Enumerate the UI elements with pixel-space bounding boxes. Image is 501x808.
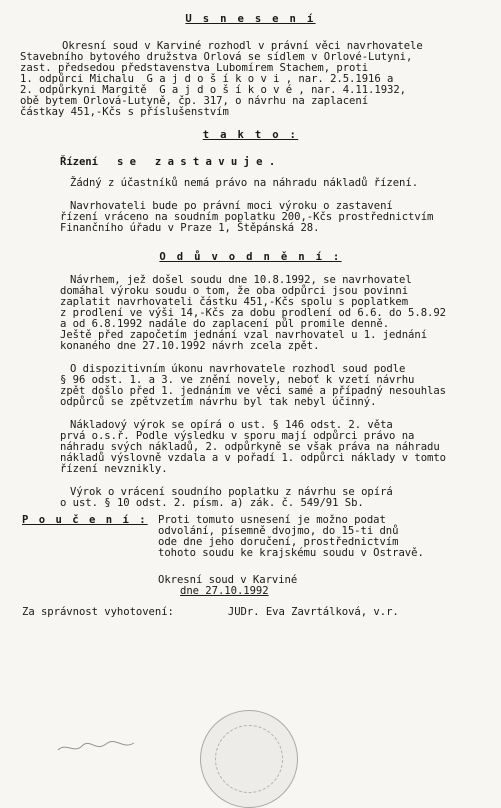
reasoning-line: zaplatit navrhovateli částku 451,-Kčs spolu s poplatkem [60,296,409,308]
intro-line: 1. odpůrci Michalu G a j d o š í k o v i , nar. 2.5.1916 a [20,73,394,85]
reasoning-line: řízení nevznikly. [60,463,168,475]
reasoning-line: zpět došlo před 1. jednáním ve věci samé a případný nesouhlas [60,385,447,397]
court-stamp [200,710,298,808]
court-signature-block [8,575,493,597]
intro-paragraph [8,41,493,118]
intro-line: obě bytem Orlová-Lutyně, čp. 317, o návrhu na zaplacení [20,95,369,107]
reasoning-paragraph-2 [8,364,493,408]
instruction-line: ode dne jeho doručení, prostřednictvím [158,536,399,548]
reasoning-paragraph-3 [8,420,493,475]
instruction-text [158,515,424,559]
signatory-name: JUDr. Eva Zavrtálková, v.r. [227,606,399,618]
reasoning-line: konaného dne 27.10.1992 návrh zcela zpět. [60,340,320,352]
ruling-line: řízení vráceno na soudním poplatku 200,-Kčs prostřednictvím [60,211,434,223]
reasoning-line: o ust. § 10 odst. 2. písm. a) zák. č. 549/91 Sb. [60,497,364,509]
reasoning-line: náhradu svých nákladů, 2. odpůrkyně se však práva na náhradu [60,441,440,453]
takto-heading: t a k t o : [202,129,299,141]
intro-line: částkay 451,-Kčs s příslušenstvím [20,106,229,118]
ruling-line: Žádný z účastníků nemá právo na náhradu nákladů řízení. [70,177,419,189]
document-title: U s n e s e n í [185,13,316,25]
instruction-line: Proti tomuto usnesení je možno podat [158,514,386,526]
certification-label: Za správnost vyhotovení: [22,606,174,618]
intro-line: Okresní soud v Karviné rozhodl v právní věci navrhovatele [62,40,423,52]
reasoning-line: domáhal výroku soudu o tom, že oba odpůrci jsou povinni [60,285,409,297]
reasoning-line: prvá o.s.ř. Podle výsledku v sporu mají odpůrci právo na [60,430,415,442]
ruling-line: Finančního úřadu v Praze 1, Štěpánská 28. [60,222,320,234]
instruction-block [8,515,493,559]
reasoning-line: z prodlení ve výši 14,-Kčs za dobu prodlení od 6.6. do 5.8.92 [60,307,447,319]
instruction-label: P o u č e n í : [22,514,148,526]
reasoning-line: nákladů výslovně vzdala a v pořadí 1. odpůrci náklady v tomto [60,452,447,464]
court-name: Okresní soud v Karviné [158,574,298,586]
certification-row [8,607,493,618]
reasoning-line: O dispozitivním úkonu navrhovatele rozhodl soud podle [70,363,406,375]
reasoning-line: § 96 odst. 1. a 3. ve znění novely, neboť k vzetí návrhu [60,374,415,386]
reasoning-line: Návrhem, jež došel soudu dne 10.8.1992, se navrhovatel [70,274,412,286]
reasoning-line: Ještě před započetím jednání vzal navrhovatel u 1. jednání [60,329,428,341]
decision-date: dne 27.10.1992 [180,585,269,597]
instruction-line: tohoto soudu ke krajskému soudu v Ostravě. [158,547,424,559]
reasoning-line: a od 6.8.1992 nadále do zaplacení půl promile denně. [60,318,390,330]
reasoning-paragraph-1 [8,275,493,352]
ruling-line: Navrhovateli bude po právní moci výroku o zastavení [70,200,393,212]
ruling-line: Řízení s e z a s t a v u j e . [60,156,276,168]
reasoning-line: Výrok o vrácení soudního poplatku z návrhu se opírá [70,486,393,498]
reasoning-heading: O d ů v o d n ě n í : [159,251,342,263]
instruction-line: odvolání, písemně dvojmo, do 15-ti dnů [158,525,399,537]
intro-line: zast. předsedou představenstva Lubomírem Stachem, proti [20,62,369,74]
reasoning-paragraph-4 [8,487,493,509]
intro-line: 2. odpůrkyni Margitě G a j d o š í k o v é , nar. 4.11.1932, [20,84,407,96]
intro-line: Stavebního bytového družstva Orlová se sídlem v Orlové-Lutyni, [20,51,413,63]
handwritten-signature [56,738,136,756]
reasoning-line: odpůrců se zpětvzetím návrhu byl tak nebyl účinný. [60,396,377,408]
ruling-section [8,157,493,234]
reasoning-line: Nákladový výrok se opírá o ust. § 146 odst. 2. věta [70,419,393,431]
